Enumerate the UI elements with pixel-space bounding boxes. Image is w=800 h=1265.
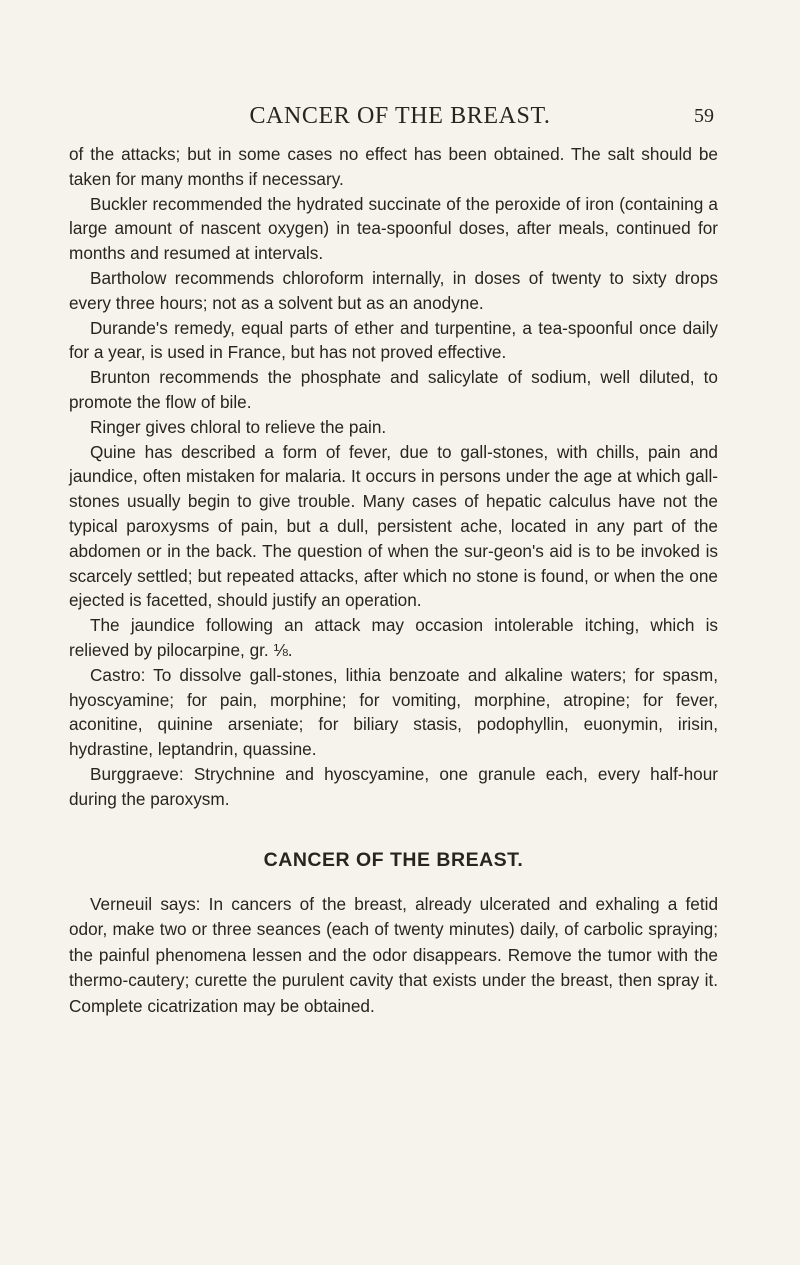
- paragraph-burggraeve: Burggraeve: Strychnine and hyoscyamine, one granule each, every half-hour during the paroxysm.: [69, 763, 718, 809]
- paragraph-continued: of the attacks; but in some cases no effect has been obtained. The salt should be taken for many months if necessary.: [69, 144, 718, 189]
- paragraph-buckler: Buckler recommended the hydrated succinate of the peroxide of iron (containing a large amount of nascent oxygen) in tea-spoonful doses, after meals, continued for months and resumed at intervals.: [69, 193, 718, 264]
- paragraph-verneuil: Verneuil says: In cancers of the breast, already ulcerated and exhaling a fetid odor, make two or three seances (each of twenty minutes) daily, of carbolic spraying; the painful phenomena lessen and the odor disappears. Remove the tumor with the thermo-cautery; curette the purulent cavity that exists under the breast, then spray it. Complete cicatrization may be obtained.: [69, 894, 718, 1016]
- running-head: [0, 98, 800, 134]
- paragraph-brunton: Brunton recommends the phosphate and salicylate of sodium, well diluted, to promote the flow of bile.: [69, 367, 718, 412]
- section-text: [69, 892, 718, 1019]
- section-heading: CANCER OF THE BREAST.: [263, 849, 524, 871]
- paragraph-castro: Castro: To dissolve gall-stones, lithia benzoate and alkaline waters; for spasm, hyoscyamine; for pain, morphine; for vomiting, morphine, atropine; for fever, aconitine, quinine arseniate; for biliary stasis, podophyllin, euonymin, irisin, hydrastine, leptandrin, quassine.: [69, 664, 718, 760]
- paragraph-bartholow: Bartholow recommends chloroform internally, in doses of twenty to sixty drops every three hours; not as a solvent but as an anodyne.: [69, 267, 718, 313]
- paragraph-quine: Quine has described a form of fever, due to gall-stones, with chills, pain and jaundice, often mistaken for malaria. It occurs in persons under the age at which gall-stones usually begin to give trouble. Many cases of hepatic calculus have not the typical paroxysms of pain, but a dull, persistent ache, located in any part of the abdomen or in the back. The question of when the sur-geon's aid is to be invoked is scarcely settled; but repeated attacks, after which no stone is found, or when the one ejected is facetted, should justify an operation.: [69, 441, 718, 611]
- paragraph-durande: Durande's remedy, equal parts of ether and turpentine, a tea-spoonful once daily for a year, is used in France, but has not proved effective.: [69, 317, 718, 363]
- body-text: [69, 142, 718, 812]
- paragraph-ringer: Ringer gives chloral to relieve the pain.: [90, 416, 387, 437]
- page-number: 59: [694, 105, 714, 127]
- paragraph-jaundice: The jaundice following an attack may occasion intolerable itching, which is relieved by pilocarpine, gr. ⅛.: [69, 615, 718, 660]
- running-title: CANCER OF THE BREAST.: [249, 103, 551, 129]
